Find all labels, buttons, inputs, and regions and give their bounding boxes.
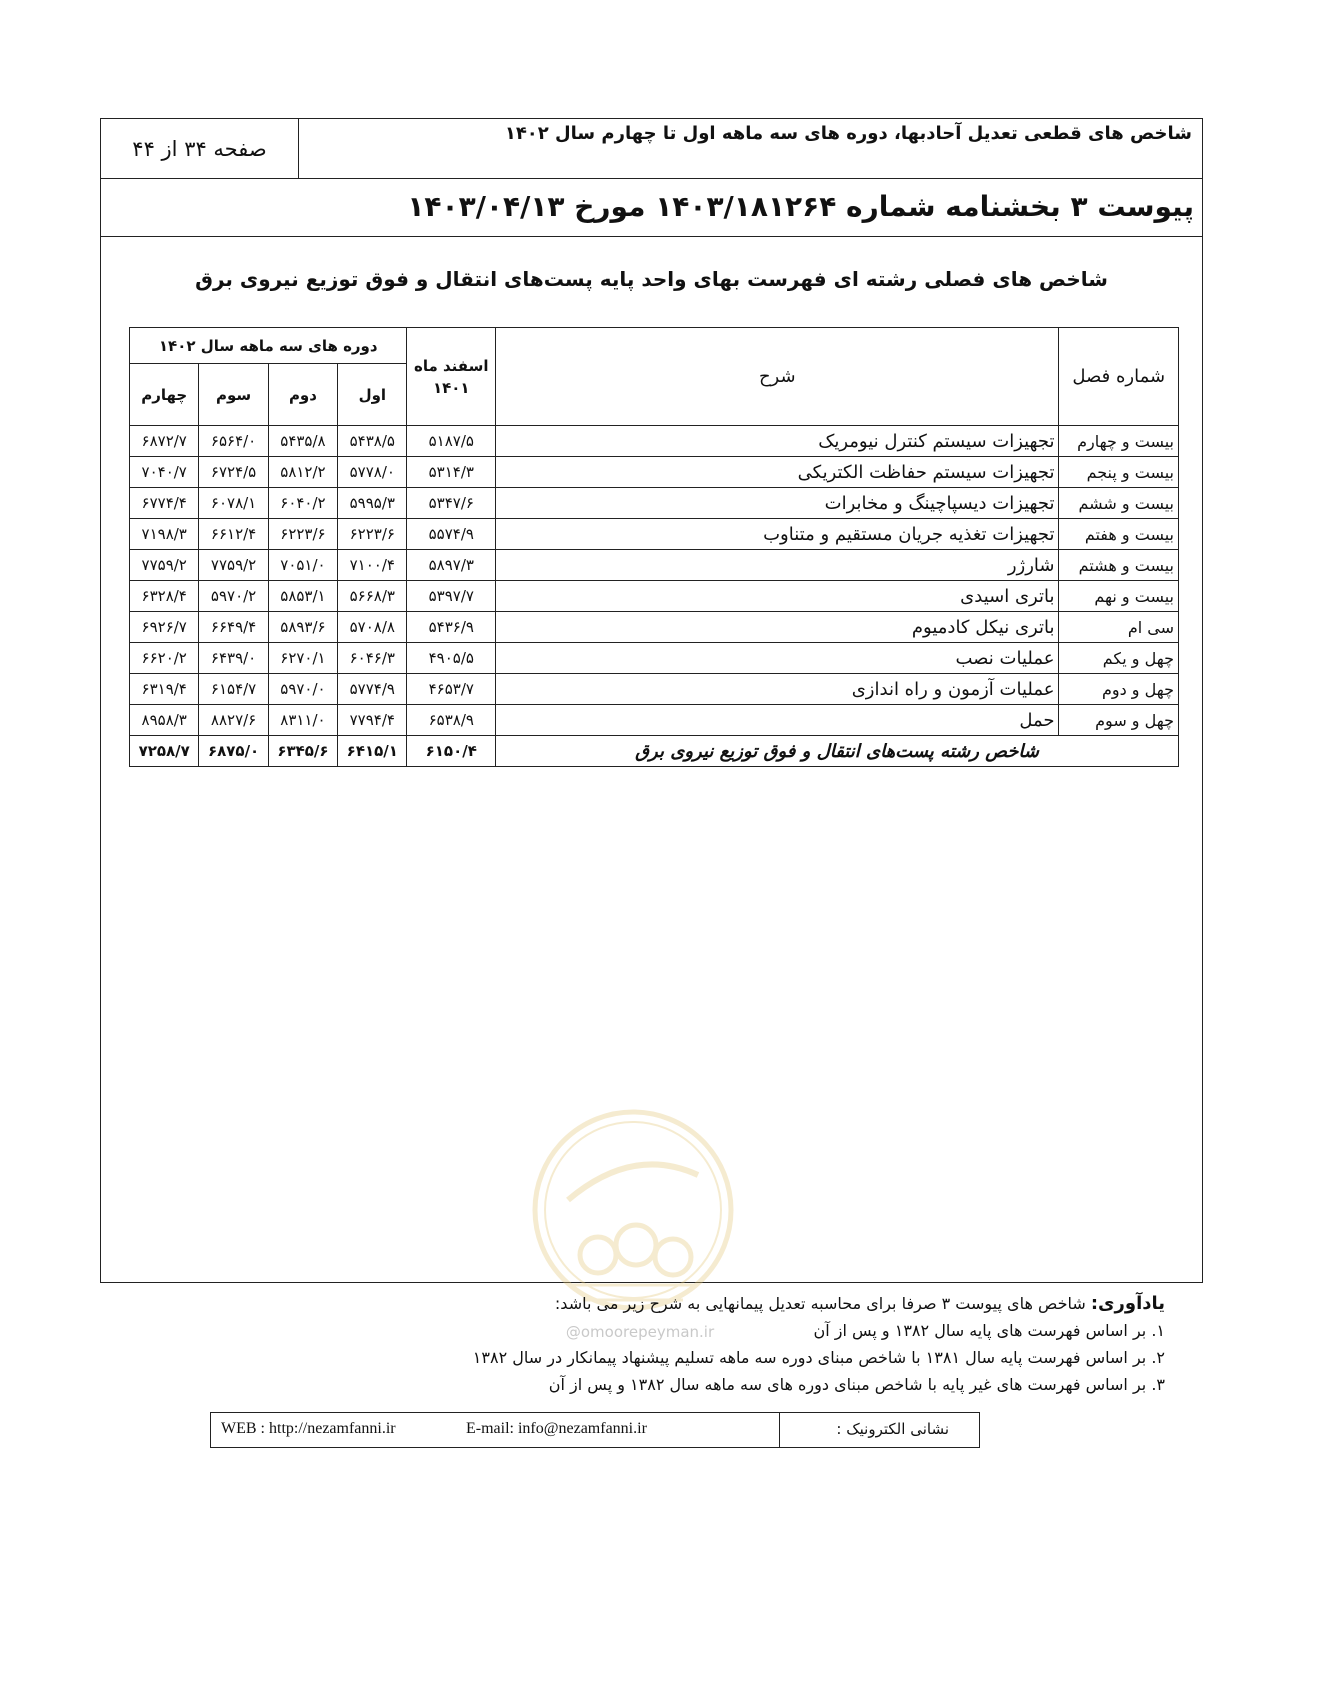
description-cell: حمل xyxy=(496,705,1059,736)
q2-cell: ۷۰۵۱/۰ xyxy=(268,550,337,581)
description-header: شرح xyxy=(496,328,1059,426)
q4-cell: ۶۸۷۲/۷ xyxy=(130,426,199,457)
email-address[interactable]: E-mail: info@nezamfanni.ir xyxy=(466,1420,647,1437)
q1-cell: ۵۹۹۵/۳ xyxy=(338,488,407,519)
esfand-cell: ۵۴۳۶/۹ xyxy=(407,612,496,643)
esfand-header-line1: اسفند ماه xyxy=(414,356,489,375)
total-description-cell: شاخص رشته پست‌های انتقال و فوق توزیع نیروی برق xyxy=(496,736,1179,767)
total-q1-cell: ۶۴۱۵/۱ xyxy=(338,736,407,767)
q2-cell: ۵۸۱۲/۲ xyxy=(268,457,337,488)
q3-cell: ۶۵۶۴/۰ xyxy=(199,426,268,457)
q3-cell: ۶۱۵۴/۷ xyxy=(199,674,268,705)
q2-header: دوم xyxy=(268,364,337,426)
esfand-cell: ۵۳۱۴/۳ xyxy=(407,457,496,488)
q4-cell: ۶۹۲۶/۷ xyxy=(130,612,199,643)
q1-cell: ۶۲۲۳/۶ xyxy=(338,519,407,550)
q1-cell: ۵۴۳۸/۵ xyxy=(338,426,407,457)
description-cell: باتری اسیدی xyxy=(496,581,1059,612)
web-address[interactable]: WEB : http://nezamfanni.ir xyxy=(221,1420,396,1437)
q2-cell: ۵۹۷۰/۰ xyxy=(268,674,337,705)
esfand-cell: ۵۵۷۴/۹ xyxy=(407,519,496,550)
esfand-cell: ۴۹۰۵/۵ xyxy=(407,643,496,674)
q4-cell: ۶۳۲۸/۴ xyxy=(130,581,199,612)
table-row xyxy=(130,519,1179,550)
q4-cell: ۷۱۹۸/۳ xyxy=(130,519,199,550)
total-row xyxy=(130,736,1179,767)
q3-cell: ۷۷۵۹/۲ xyxy=(199,550,268,581)
q3-cell: ۶۶۱۲/۴ xyxy=(199,519,268,550)
circular-reference: پیوست ۳ بخشنامه شماره ۱۴۰۳/۱۸۱۲۶۴ مورخ ۱۴۰۳/۰۴/۱۳ xyxy=(101,179,1202,237)
table-row xyxy=(130,457,1179,488)
chapter-header: شماره فصل xyxy=(1059,328,1179,426)
chapter-cell: چهل و سوم xyxy=(1059,705,1179,736)
watermark-text: @omoorepeyman.ir xyxy=(565,1323,715,1341)
chapter-cell: چهل و یکم xyxy=(1059,643,1179,674)
table-row xyxy=(130,581,1179,612)
q3-cell: ۶۰۷۸/۱ xyxy=(199,488,268,519)
table-row xyxy=(130,643,1179,674)
notes-intro: شاخص های پیوست ۳ صرفا برای محاسبه تعدیل پیمانهایی به شرح زیر می باشد: xyxy=(554,1294,1086,1313)
q4-cell: ۷۰۴۰/۷ xyxy=(130,457,199,488)
q3-cell: ۸۸۲۷/۶ xyxy=(199,705,268,736)
chapter-cell: بیست و چهارم xyxy=(1059,426,1179,457)
note-item-1: ۱. بر اساس فهرست های پایه سال ۱۳۸۲ و پس از آن xyxy=(813,1321,1165,1340)
total-q4-cell: ۷۲۵۸/۷ xyxy=(130,736,199,767)
chapter-cell: چهل و دوم xyxy=(1059,674,1179,705)
note-item-2: ۲. بر اساس فهرست پایه سال ۱۳۸۱ با شاخص مبنای دوره سه ماهه تسلیم پیشنهاد پیمانکار در سال ۱۳۸۲ xyxy=(472,1348,1165,1367)
q1-cell: ۶۰۴۶/۳ xyxy=(338,643,407,674)
q1-cell: ۵۶۶۸/۳ xyxy=(338,581,407,612)
chapter-cell: بیست و پنجم xyxy=(1059,457,1179,488)
table-row xyxy=(130,426,1179,457)
esfand-cell: ۵۸۹۷/۳ xyxy=(407,550,496,581)
q2-cell: ۸۳۱۱/۰ xyxy=(268,705,337,736)
esfand-cell: ۵۱۸۷/۵ xyxy=(407,426,496,457)
note-item-3: ۳. بر اساس فهرست های غیر پایه با شاخص مبنای دوره های سه ماهه سال ۱۳۸۲ و پس از آن xyxy=(548,1375,1165,1394)
q2-cell: ۶۲۷۰/۱ xyxy=(268,643,337,674)
notes-section xyxy=(265,1290,1165,1398)
esfand-cell: ۶۵۳۸/۹ xyxy=(407,705,496,736)
q1-cell: ۵۷۷۴/۹ xyxy=(338,674,407,705)
q4-cell: ۸۹۵۸/۳ xyxy=(130,705,199,736)
q4-cell: ۶۳۱۹/۴ xyxy=(130,674,199,705)
table-row xyxy=(130,705,1179,736)
description-cell: تجهیزات سیستم کنترل نیومریک xyxy=(496,426,1059,457)
q1-cell: ۵۷۷۸/۰ xyxy=(338,457,407,488)
chapter-cell: بیست و هفتم xyxy=(1059,519,1179,550)
description-cell: تجهیزات دیسپاچینگ و مخابرات xyxy=(496,488,1059,519)
description-cell: شارژر xyxy=(496,550,1059,581)
q4-cell: ۶۷۷۴/۴ xyxy=(130,488,199,519)
q3-cell: ۵۹۷۰/۲ xyxy=(199,581,268,612)
table-row xyxy=(130,612,1179,643)
chapter-cell: بیست و نهم xyxy=(1059,581,1179,612)
esfand-cell: ۴۶۵۳/۷ xyxy=(407,674,496,705)
q1-cell: ۷۱۰۰/۴ xyxy=(338,550,407,581)
total-esfand-cell: ۶۱۵۰/۴ xyxy=(407,736,496,767)
description-cell: تجهیزات تغذیه جریان مستقیم و متناوب xyxy=(496,519,1059,550)
q1-header: اول xyxy=(338,364,407,426)
esfand-cell: ۵۳۴۷/۶ xyxy=(407,488,496,519)
description-cell: عملیات نصب xyxy=(496,643,1059,674)
q4-header: چهارم xyxy=(130,364,199,426)
q2-cell: ۵۴۳۵/۸ xyxy=(268,426,337,457)
q1-cell: ۵۷۰۸/۸ xyxy=(338,612,407,643)
index-table xyxy=(129,327,1179,767)
esfand-cell: ۵۳۹۷/۷ xyxy=(407,581,496,612)
document-title: شاخص های قطعی تعدیل آحادبها، دوره های سه ماهه اول تا چهارم سال ۱۴۰۲ xyxy=(504,123,1192,144)
q2-cell: ۵۸۹۳/۶ xyxy=(268,612,337,643)
esfand-header-line2: ۱۴۰۱ xyxy=(432,378,470,397)
contact-box xyxy=(210,1412,980,1448)
q4-cell: ۷۷۵۹/۲ xyxy=(130,550,199,581)
description-cell: تجهیزات سیستم حفاظت الکتریکی xyxy=(496,457,1059,488)
table-row xyxy=(130,488,1179,519)
q2-cell: ۵۸۵۳/۱ xyxy=(268,581,337,612)
address-label: نشانی الکترونیک : xyxy=(779,1413,979,1447)
chapter-cell: بیست و ششم xyxy=(1059,488,1179,519)
page-number: صفحه ۳۴ از ۴۴ xyxy=(101,119,299,179)
total-q2-cell: ۶۳۴۵/۶ xyxy=(268,736,337,767)
total-q3-cell: ۶۸۷۵/۰ xyxy=(199,736,268,767)
quarters-group-header: دوره های سه ماهه سال ۱۴۰۲ xyxy=(130,328,407,364)
table-title: شاخص های فصلی رشته ای فهرست بهای واحد پایه پست‌های انتقال و فوق توزیع نیروی برق xyxy=(195,267,1108,291)
notes-label: یادآوری: xyxy=(1090,1293,1165,1314)
q1-cell: ۷۷۹۴/۴ xyxy=(338,705,407,736)
q2-cell: ۶۰۴۰/۲ xyxy=(268,488,337,519)
q3-cell: ۶۴۳۹/۰ xyxy=(199,643,268,674)
description-cell: باتری نیکل کادمیوم xyxy=(496,612,1059,643)
q3-cell: ۶۶۴۹/۴ xyxy=(199,612,268,643)
table-row xyxy=(130,674,1179,705)
description-cell: عملیات آزمون و راه اندازی xyxy=(496,674,1059,705)
header-row xyxy=(101,119,1202,179)
notes-intro-line xyxy=(265,1290,1165,1317)
q2-cell: ۶۲۲۳/۶ xyxy=(268,519,337,550)
chapter-cell: سی ام xyxy=(1059,612,1179,643)
q3-header: سوم xyxy=(199,364,268,426)
chapter-cell: بیست و هشتم xyxy=(1059,550,1179,581)
table-row xyxy=(130,550,1179,581)
q3-cell: ۶۷۲۴/۵ xyxy=(199,457,268,488)
q4-cell: ۶۶۲۰/۲ xyxy=(130,643,199,674)
esfand-header xyxy=(407,328,496,426)
